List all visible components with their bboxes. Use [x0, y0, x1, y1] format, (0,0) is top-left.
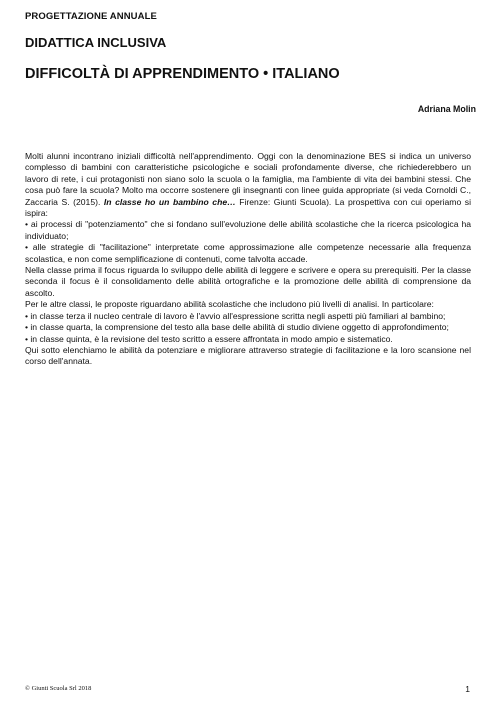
- paragraph-first-second-class: Nella classe prima il focus riguarda lo sviluppo delle abilità di leggere e scrivere e opera su prerequisiti. Per la classe seconda il focus è il consolidamento delle abilità ortografiche e la promozione delle abilità di comprensione da ascolto.: [25, 265, 471, 298]
- paragraph-intro-text-b: Firenze: Giunti Scuola). La prospettiva con cui operiamo si ispira:: [25, 196, 471, 219]
- bullet-fifth-class: • in classe quinta, è la revisione del testo scritto a essere affrontata in modo ampio e sistematico.: [25, 333, 393, 344]
- footer-copyright: © Giunti Scuola Srl 2018: [25, 685, 92, 692]
- document-body: [25, 151, 471, 368]
- document-title: DIFFICOLTÀ DI APPRENDIMENTO • ITALIANO: [25, 66, 340, 82]
- book-title-emphasis: In classe ho un bambino che…: [103, 196, 236, 207]
- page-number: 1: [465, 684, 470, 694]
- bullet-third-class: • in classe terza il nucleo centrale di lavoro è l'avvio all'espressione scritta negli aspetti più familiari al bambino;: [25, 310, 446, 321]
- bullet-facilitazione: • alle strategie di "facilitazione" interpretate come approssimazione alle competenze necessarie alla frequenza scolastica, e non come semplificazione di contenuti, come talvolta accade.: [25, 242, 471, 264]
- section-title: DIDATTICA INCLUSIVA: [25, 35, 167, 50]
- bullet-potenziamento: • ai processi di "potenziamento" che si fondano sull'evoluzione delle abilità scolastiche che la ricerca psicologica ha individuato;: [25, 219, 471, 241]
- paragraph-intro-text-a: Molti alunni incontrano iniziali difficoltà nell'apprendimento. Oggi con la denominazione BES si indica un universo complesso di bambini con caratteristiche psicologiche e sociali profondamente diverse, che richiederebbero un lavoro di rete, i cui protagonisti non siano solo la scuola o la famiglia, ma l'ambiente di vita dei bambini stessi. Che cosa può fare la scuola? Molto ma occorre sostenere gli insegnanti con linee guida appropriate (si veda Cornoldi C., Zaccaria S. (2015).: [25, 151, 471, 207]
- paragraph-closing: Qui sotto elenchiamo le abilità da potenziare e migliorare attraverso strategie di facilitazione e la loro scansione nel corso dell'annata.: [25, 344, 471, 367]
- bullet-fourth-class: • in classe quarta, la comprensione del testo alla base delle abilità di studio diviene oggetto di approfondimento;: [25, 322, 449, 333]
- author-name: Adriana Molin: [417, 104, 476, 114]
- paragraph-other-classes: Per le altre classi, le proposte riguardano abilità scolastiche che includono più livelli di analisi. In particolare:: [25, 299, 434, 310]
- document-header-label: PROGETTAZIONE ANNUALE: [25, 11, 157, 22]
- paragraph-intro: [25, 151, 471, 219]
